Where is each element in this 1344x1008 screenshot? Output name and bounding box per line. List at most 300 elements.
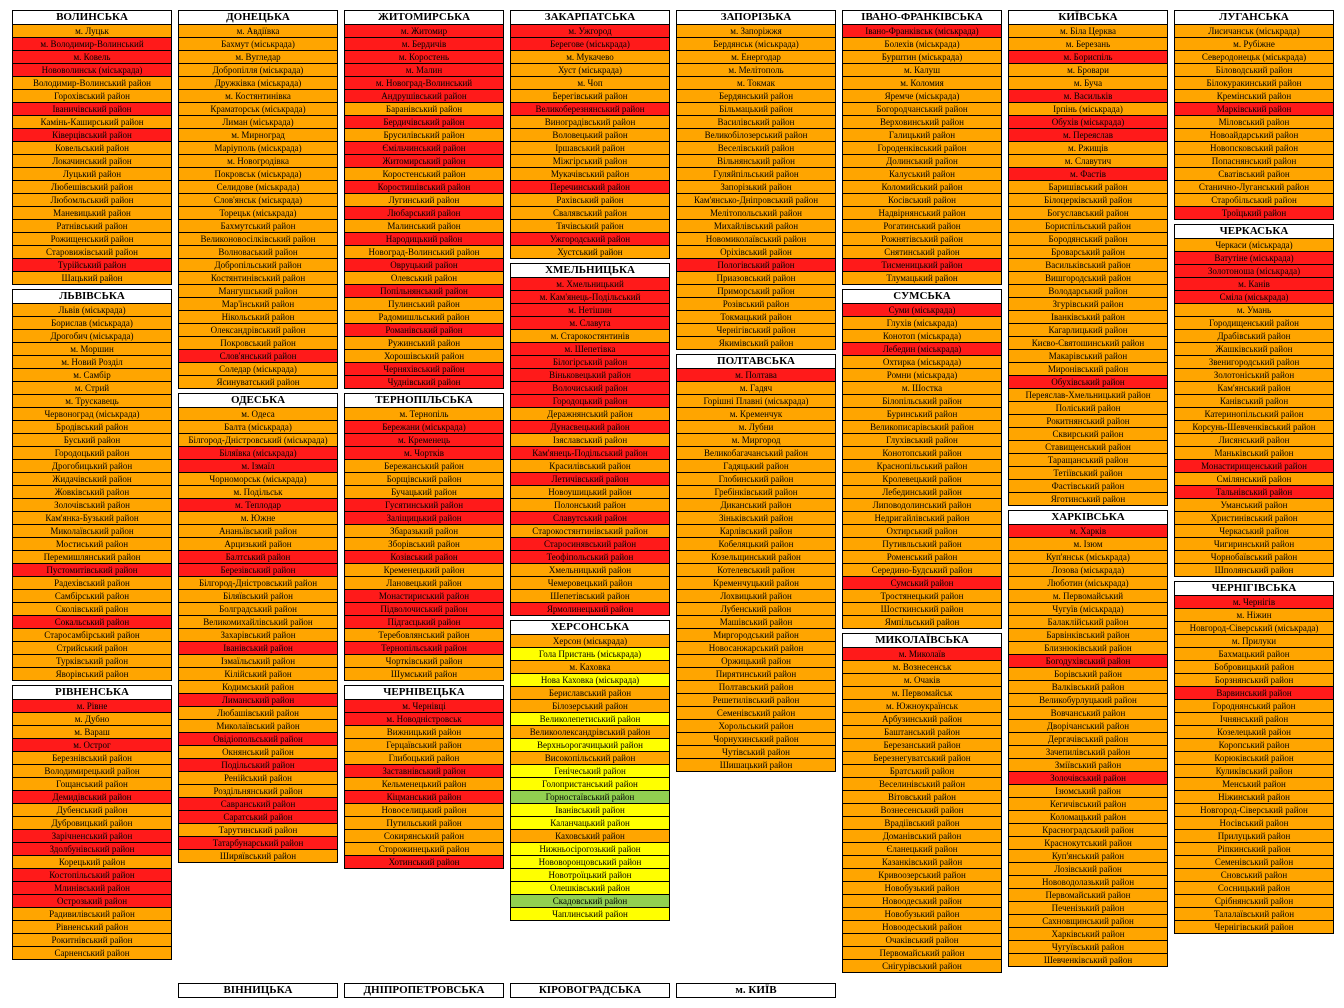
district-row: Христинівський район [1175,512,1333,525]
district-row: Віньковецький район [511,369,669,382]
district-row: Миколаївський район [179,720,337,733]
district-row: Маньківський район [1175,447,1333,460]
district-row: Демидівський район [13,791,171,804]
district-row: Виноградівський район [511,116,669,129]
district-row: Прилуцький район [1175,830,1333,843]
district-row: Деражнянський район [511,408,669,421]
district-row: Новомиколаївський район [677,233,835,246]
district-row: Каховський район [511,830,669,843]
district-row: Борівський район [1009,668,1167,681]
district-row: Добропільський район [179,259,337,272]
district-row: м. Старокостянтинів [511,330,669,343]
district-row: Звенигородський район [1175,356,1333,369]
district-row: Єланецький район [843,843,1001,856]
district-row: Хустський район [511,246,669,258]
district-row: Кіцманський район [345,791,503,804]
district-row: Роздільнянський район [179,785,337,798]
district-row: Бериславський район [511,687,669,700]
district-row: Оріхівський район [677,246,835,259]
district-row: Збаразький район [345,525,503,538]
district-row: Краснокутський район [1009,837,1167,850]
district-row: Лубенський район [677,603,835,616]
district-row: Маріуполь (міськрада) [179,142,337,155]
district-row: Балтський район [179,551,337,564]
district-row: Вовчанський район [1009,707,1167,720]
district-row: Тлумацький район [843,272,1001,284]
district-row: Макарівський район [1009,350,1167,363]
district-row: Пологівський район [677,259,835,272]
district-row: Татарбунарський район [179,837,337,850]
district-row: м. Шепетівка [511,343,669,356]
district-row: Підгаєцький район [345,616,503,629]
region-block [1008,510,1168,967]
district-row: Кегичівський район [1009,798,1167,811]
district-row: м. Умань [1175,304,1333,317]
district-row: Новоушицький район [511,486,669,499]
district-row: Ставищенський район [1009,441,1167,454]
district-row: Золочівський район [13,499,171,512]
district-row: Обухів (міськрада) [1009,116,1167,129]
district-row: Лисичанськ (міськрада) [1175,25,1333,38]
district-row: м. Токмак [677,77,835,90]
district-row: Чутівський район [677,746,835,759]
district-row: Семенівський район [677,707,835,720]
district-row: Краснопільський район [843,460,1001,473]
region-title: ІВАНО-ФРАНКІВСЬКА [843,11,1001,25]
district-row: Болградський район [179,603,337,616]
district-row: м. Новодністровськ [345,713,503,726]
district-row: Решетилівський район [677,694,835,707]
district-row: Борислав (міськрада) [13,317,171,330]
district-row: Городищенський район [1175,317,1333,330]
district-row: Чемеровецький район [511,577,669,590]
district-row: Варвинський район [1175,687,1333,700]
district-row: Балаклійський район [1009,616,1167,629]
district-row: Чорнухинський район [677,733,835,746]
district-row: Білгород-Дністровський (міськрада) [179,434,337,447]
district-row: м. Вараш [13,726,171,739]
district-row: Баштанський район [843,726,1001,739]
district-row: Малинський район [345,220,503,233]
district-row: Сколівський район [13,603,171,616]
district-row: Лугинський район [345,194,503,207]
region-block [1008,10,1168,506]
district-row: Костянтинівський район [179,272,337,285]
district-row: м. Ізюм [1009,538,1167,551]
district-row: Братський район [843,765,1001,778]
district-row: Генічеський район [511,765,669,778]
district-row: Конотоп (міськрада) [843,330,1001,343]
district-row: Сміла (міськрада) [1175,291,1333,304]
district-row: Захарівський район [179,629,337,642]
district-row: Костопільський район [13,869,171,882]
district-row: Новобузький район [843,882,1001,895]
district-row: м. Гадяч [677,382,835,395]
district-row: Снігурівський район [843,960,1001,972]
district-row: Великомихайлівський район [179,616,337,629]
district-row: Покровський район [179,337,337,350]
district-row: Ананьївський район [179,525,337,538]
district-row: Шепетівський район [511,590,669,603]
district-row: Монастириський район [345,590,503,603]
district-row: Подільський район [179,759,337,772]
district-row: м. Теплодар [179,499,337,512]
district-row: Брусилівський район [345,129,503,142]
region-title: КИЇВСЬКА [1009,11,1167,25]
district-row: Семенівський район [1175,856,1333,869]
region-title: СУМСЬКА [843,290,1001,304]
district-row: Глобинський район [677,473,835,486]
district-row: Горішні Плавні (міськрада) [677,395,835,408]
district-row: Рахівський район [511,194,669,207]
region-title: ЛЬВІВСЬКА [13,290,171,304]
district-row: Городоцький район [13,447,171,460]
district-row: Троїцький район [1175,207,1333,219]
district-row: Лиман (міськрада) [179,116,337,129]
district-row: Мелітопольський район [677,207,835,220]
district-row: Лановецький район [345,577,503,590]
district-row: Диканський район [677,499,835,512]
region-block [1174,581,1334,934]
district-row: м. Очаків [843,674,1001,687]
district-row: м. Харків [1009,525,1167,538]
region-block [510,263,670,616]
district-row: м. Одеса [179,408,337,421]
district-row: м. Ковель [13,51,171,64]
district-row: Стрийський район [13,642,171,655]
district-row: Корсунь-Шевченківський район [1175,421,1333,434]
district-row: Чаплинський район [511,908,669,920]
district-row: Жидачівський район [13,473,171,486]
district-row: м. Миргород [677,434,835,447]
district-row: Вітовський район [843,791,1001,804]
district-row: Котелевський район [677,564,835,577]
district-row: Старовижівський район [13,246,171,259]
district-row: Кілійський район [179,668,337,681]
district-row: Путильський район [345,817,503,830]
region-title: ДОНЕЦЬКА [179,11,337,25]
district-row: Івано-Франківськ (міськрада) [843,25,1001,38]
district-row: Каланчацький район [511,817,669,830]
district-row: Мангушський район [179,285,337,298]
district-row: Бобровицький район [1175,661,1333,674]
district-row: Іванківський район [1009,311,1167,324]
district-row: Новоград-Волинський район [345,246,503,259]
district-row: Розівський район [677,298,835,311]
district-row: м. Новий Розділ [13,356,171,369]
district-row: Сумський район [843,577,1001,590]
district-row: м. Лубни [677,421,835,434]
district-row: Якимівський район [677,337,835,349]
district-row: Новгород-Сіверський район [1175,804,1333,817]
region-column [510,10,670,925]
district-row: Корюківський район [1175,752,1333,765]
district-row: Верхньорогачицький район [511,739,669,752]
district-row: Шишацький район [677,759,835,771]
district-row: м. Біла Церква [1009,25,1167,38]
district-row: м. Бровари [1009,64,1167,77]
district-row: Смілянський район [1175,473,1333,486]
district-row: Арцизький район [179,538,337,551]
district-row: Дубровицький район [13,817,171,830]
district-row: Бахмацький район [1175,648,1333,661]
district-row: Романівський район [345,324,503,337]
district-row: Великоолександрівський район [511,726,669,739]
district-row: м. Прилуки [1175,635,1333,648]
district-row: Кам'янсько-Дніпровський район [677,194,835,207]
district-row: Чортківський район [345,655,503,668]
district-row: Буський район [13,434,171,447]
district-row: Тернопільський район [345,642,503,655]
district-row: Гуляйпільський район [677,168,835,181]
district-row: Ізюмський район [1009,785,1167,798]
district-row: Ріпкинський район [1175,843,1333,856]
district-row: Харківський район [1009,928,1167,941]
district-row: Новгород-Сіверський (міськрада) [1175,622,1333,635]
district-row: Любешівський район [13,181,171,194]
region-title: ДНІПРОПЕТРОВСЬКА [345,984,503,997]
district-row: Великобілозерський район [677,129,835,142]
district-row: Міжгірський район [511,155,669,168]
district-row: Галицький район [843,129,1001,142]
region-column [178,10,338,867]
district-row: Куп'янський район [1009,850,1167,863]
district-row: Дунаєвецький район [511,421,669,434]
district-row: Теребовлянський район [345,629,503,642]
region-column [1008,10,1168,971]
district-row: Попільнянський район [345,285,503,298]
district-row: Сарненський район [13,947,171,959]
district-row: Дружківка (міськрада) [179,77,337,90]
district-row: м. Стрий [13,382,171,395]
region-block [842,289,1002,629]
district-row: Золотоніський район [1175,369,1333,382]
district-row: м. Вугледар [179,51,337,64]
district-row: Недригайлівський район [843,512,1001,525]
district-row: Гощанський район [13,778,171,791]
district-row: Турківський район [13,655,171,668]
district-row: м. Кременець [345,434,503,447]
district-row: Сокальський район [13,616,171,629]
region-block [344,10,504,389]
district-row: Здолбунівський район [13,843,171,856]
district-row: Коростишівський район [345,181,503,194]
region-block [510,983,670,998]
district-row: м. Житомир [345,25,503,38]
district-row: Попаснянський район [1175,155,1333,168]
district-row: Львів (міськрада) [13,304,171,317]
district-row: м. Володимир-Волинський [13,38,171,51]
district-row: Любомльський район [13,194,171,207]
district-row: Золотоноша (міськрада) [1175,265,1333,278]
region-title: м. КИЇВ [677,984,835,997]
district-row: м. Новогродівка [179,155,337,168]
district-row: м. Бердичів [345,38,503,51]
district-row: Кам'янець-Подільський район [511,447,669,460]
district-row: Снятинський район [843,246,1001,259]
district-row: Більмацький район [677,103,835,116]
district-row: Талалаївський район [1175,908,1333,921]
district-row: Лохвицький район [677,590,835,603]
district-row: Новоодеський район [843,921,1001,934]
district-row: м. Малин [345,64,503,77]
region-block [510,10,670,259]
district-row: м. Фастів [1009,168,1167,181]
district-row: Арбузинський район [843,713,1001,726]
region-block [842,633,1002,973]
district-row: Надвірнянський район [843,207,1001,220]
district-row: Сахновщинський район [1009,915,1167,928]
district-row: Мар'їнський район [179,298,337,311]
district-row: м. Подільськ [179,486,337,499]
district-row: Шумський район [345,668,503,680]
district-row: Ренійський район [179,772,337,785]
district-row: Чигиринський район [1175,538,1333,551]
district-row: Великолепетиський район [511,713,669,726]
district-row: Біляївський район [179,590,337,603]
district-row: Броварський район [1009,246,1167,259]
region-block [1174,224,1334,577]
district-row: Ірпінь (міськрада) [1009,103,1167,116]
district-row: Машівський район [677,616,835,629]
district-row: Володарський район [1009,285,1167,298]
district-row: Новосанжарський район [677,642,835,655]
district-row: Народицький район [345,233,503,246]
district-row: Переяслав-Хмельницький район [1009,389,1167,402]
district-row: Карлівський район [677,525,835,538]
district-row: Красилівський район [511,460,669,473]
district-row: Березнегуватський район [843,752,1001,765]
district-row: Олешківський район [511,882,669,895]
district-row: Ширяївський район [179,850,337,862]
district-row: Олександрівський район [179,324,337,337]
district-row: Канівський район [1175,395,1333,408]
region-block [344,983,504,998]
district-row: Ізяславський район [511,434,669,447]
district-row: Кривоозерський район [843,869,1001,882]
district-row: Тальнівський район [1175,486,1333,499]
district-row: Сватівський район [1175,168,1333,181]
district-row: Горохівський район [13,90,171,103]
district-row: Конотопський район [843,447,1001,460]
district-row: м. Ніжин [1175,609,1333,622]
district-row: Вільнянський район [677,155,835,168]
district-row: Бородянський район [1009,233,1167,246]
district-row: Яготинський район [1009,493,1167,505]
district-row: Вижницький район [345,726,503,739]
district-row: Лебедин (міськрада) [843,343,1001,356]
district-row: м. Тернопіль [345,408,503,421]
district-row: Чернігівський район [1175,921,1333,933]
district-row: Гола Пристань (міськрада) [511,648,669,661]
district-row: Зіньківський район [677,512,835,525]
district-row: Ківерцівський район [13,129,171,142]
region-title: ХЕРСОНСЬКА [511,621,669,635]
district-row: Торецьк (міськрада) [179,207,337,220]
district-row: Кремінський район [1175,90,1333,103]
district-row: Зборівський район [345,538,503,551]
district-row: м. Костянтинівка [179,90,337,103]
district-row: м. Луцьк [13,25,171,38]
district-row: Херсон (міськрада) [511,635,669,648]
district-row: Березівський район [179,564,337,577]
district-row: м. Каховка [511,661,669,674]
district-row: Хмельницький район [511,564,669,577]
district-row: м. Первомайськ [843,687,1001,700]
district-row: м. Хмельницький [511,278,669,291]
region-title: ЖИТОМИРСЬКА [345,11,503,25]
district-row: Первомайський район [843,947,1001,960]
district-row: Великоновосілківський район [179,233,337,246]
district-row: Первомайський район [1009,889,1167,902]
district-row: Печенізький район [1009,902,1167,915]
district-row: Білоцерківський район [1009,194,1167,207]
district-row: Нововодолазький район [1009,876,1167,889]
district-row: Білозерський район [511,700,669,713]
district-row: Бурштин (міськрада) [843,51,1001,64]
district-row: Свалявський район [511,207,669,220]
district-row: Чорноморськ (міськрада) [179,473,337,486]
district-row: м. Нетішин [511,304,669,317]
district-row: Веселівський район [677,142,835,155]
district-row: Слов'янськ (міськрада) [179,194,337,207]
district-row: Біляївка (міськрада) [179,447,337,460]
district-row: м. Острог [13,739,171,752]
district-row: м. Бориспіль [1009,51,1167,64]
district-row: Куликівський район [1175,765,1333,778]
district-row: Рокитнівський район [13,934,171,947]
district-row: Тячівський район [511,220,669,233]
district-row: Болехів (міськрада) [843,38,1001,51]
district-row: Згурівський район [1009,298,1167,311]
district-row: Кам'янський район [1175,382,1333,395]
district-row: Сокирянський район [345,830,503,843]
district-row: Ватутіне (міськрада) [1175,252,1333,265]
region-block [842,10,1002,285]
region-title: ЗАКАРПАТСЬКА [511,11,669,25]
district-row: Іваничівський район [13,103,171,116]
district-row: Іршавський район [511,142,669,155]
district-row: Летичівський район [511,473,669,486]
district-row: Краматорськ (міськрада) [179,103,337,116]
district-row: Ємільчинський район [345,142,503,155]
region-block [12,289,172,681]
district-row: Перемишлянський район [13,551,171,564]
district-row: Бережанський район [345,460,503,473]
region-title: МИКОЛАЇВСЬКА [843,634,1001,648]
district-row: Коломацький район [1009,811,1167,824]
district-row: м. Коростень [345,51,503,64]
district-row: Михайлівський район [677,220,835,233]
district-row: Куп'янськ (міськрада) [1009,551,1167,564]
district-row: Новотроїцький район [511,869,669,882]
district-row: Путивльський район [843,538,1001,551]
district-row: Веселинівський район [843,778,1001,791]
district-row: Запорізький район [677,181,835,194]
district-row: Нижньосірогозький район [511,843,669,856]
district-row: Горностаївський район [511,791,669,804]
district-row: Бахмут (міськрада) [179,38,337,51]
district-row: Шевченківський район [1009,954,1167,966]
district-row: Лозова (міськрада) [1009,564,1167,577]
district-row: Ужгородський район [511,233,669,246]
district-row: Драбівський район [1175,330,1333,343]
district-row: Покровськ (міськрада) [179,168,337,181]
district-row: Вишгородський район [1009,272,1167,285]
district-row: Радивилівський район [13,908,171,921]
district-row: м. Ржищів [1009,142,1167,155]
region-title: ЗАПОРІЗЬКА [677,11,835,25]
